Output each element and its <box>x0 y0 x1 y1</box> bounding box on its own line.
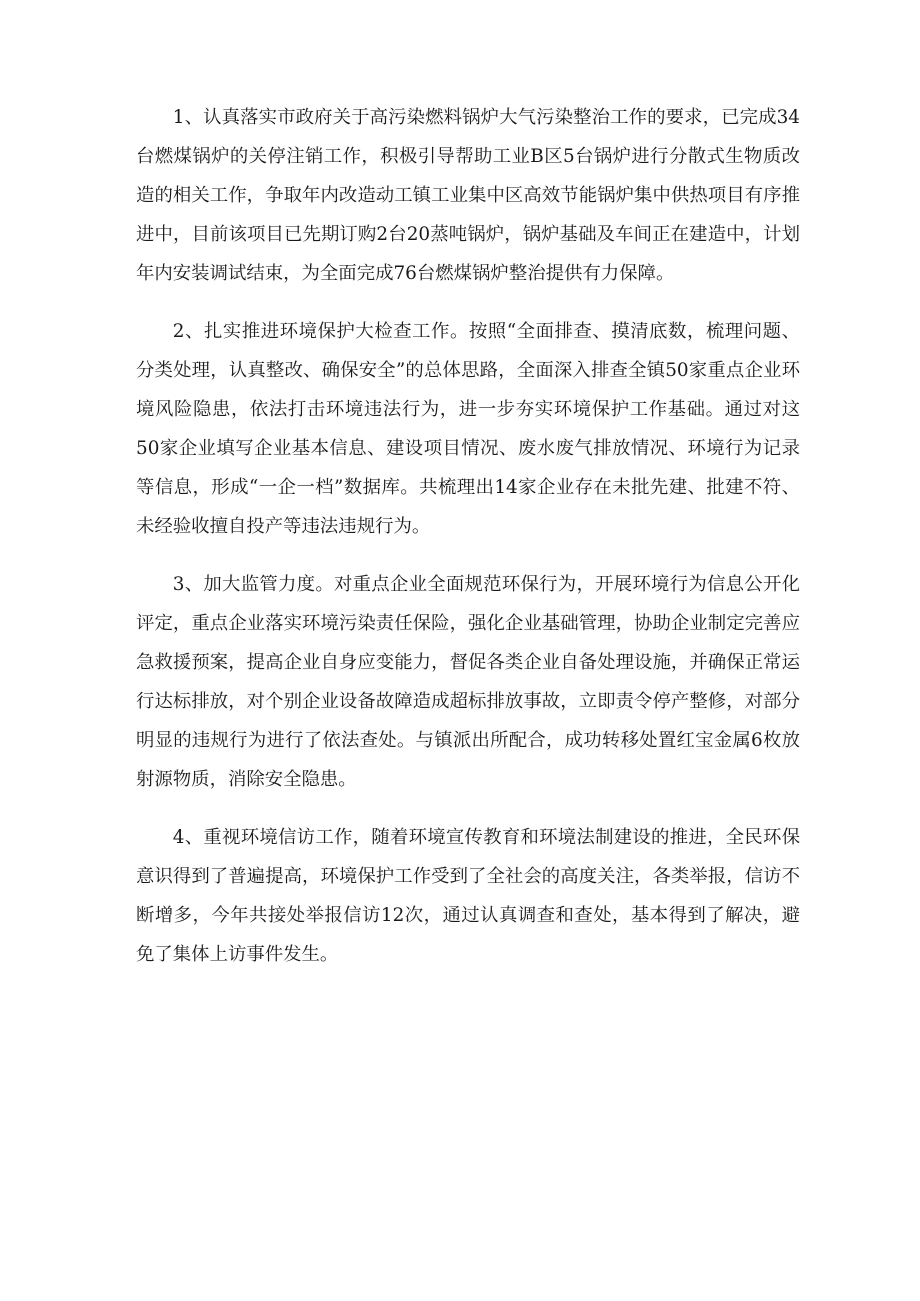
paragraph-environmental-inspection: 2、扎实推进环境保护大检查工作。按照“全面排查、摸清底数，梳理问题、分类处理，认真整改、确保安全”的总体思路，全面深入排查全镇50家重点企业环境风险隐患，依法打击环境违法行为，进一步夯实环境保护工作基础。通过对这50家企业填写企业基本信息、建设项目情况、废水废气排放情况、环境行为记录等信息，形成“一企一档”数据库。共梳理出14家企业存在未批先建、批建不符、未经验收擅自投产等违法违规行为。 <box>136 321 800 537</box>
document-body <box>136 98 800 993</box>
paragraph-boiler-remediation: 1、认真落实市政府关于高污染燃料锅炉大气污染整治工作的要求，已完成34台燃煤锅炉的关停注销工作，积极引导帮助工业B区5台锅炉进行分散式生物质改造的相关工作，争取年内改造动工镇工业集中区高效节能锅炉集中供热项目有序推进中，目前该项目已先期订购2台20蒸吨锅炉，锅炉基础及车间正在建造中，计划年内安装调试结束，为全面完成76台燃煤锅炉整治提供有力保障。 <box>136 107 800 284</box>
paragraph-petition-work: 4、重视环境信访工作，随着环境宣传教育和环境法制建设的推进，全民环保意识得到了普遍提高，环境保护工作受到了全社会的高度关注，各类举报，信访不断增多，今年共接处举报信访12次，通过认真调查和查处，基本得到了解决，避免了集体上访事件发生。 <box>136 827 800 965</box>
paragraph-supervision: 3、加大监管力度。对重点企业全面规范环保行为，开展环境行为信息公开化评定，重点企业落实环境污染责任保险，强化企业基础管理，协助企业制定完善应急救援预案，提高企业自身应变能力，督促各类企业自备处理设施，并确保正常运行达标排放，对个别企业设备故障造成超标排放事故，立即责令停产整修，对部分明显的违规行为进行了依法查处。与镇派出所配合，成功转移处置红宝金属6枚放射源物质，消除安全隐患。 <box>136 574 800 790</box>
